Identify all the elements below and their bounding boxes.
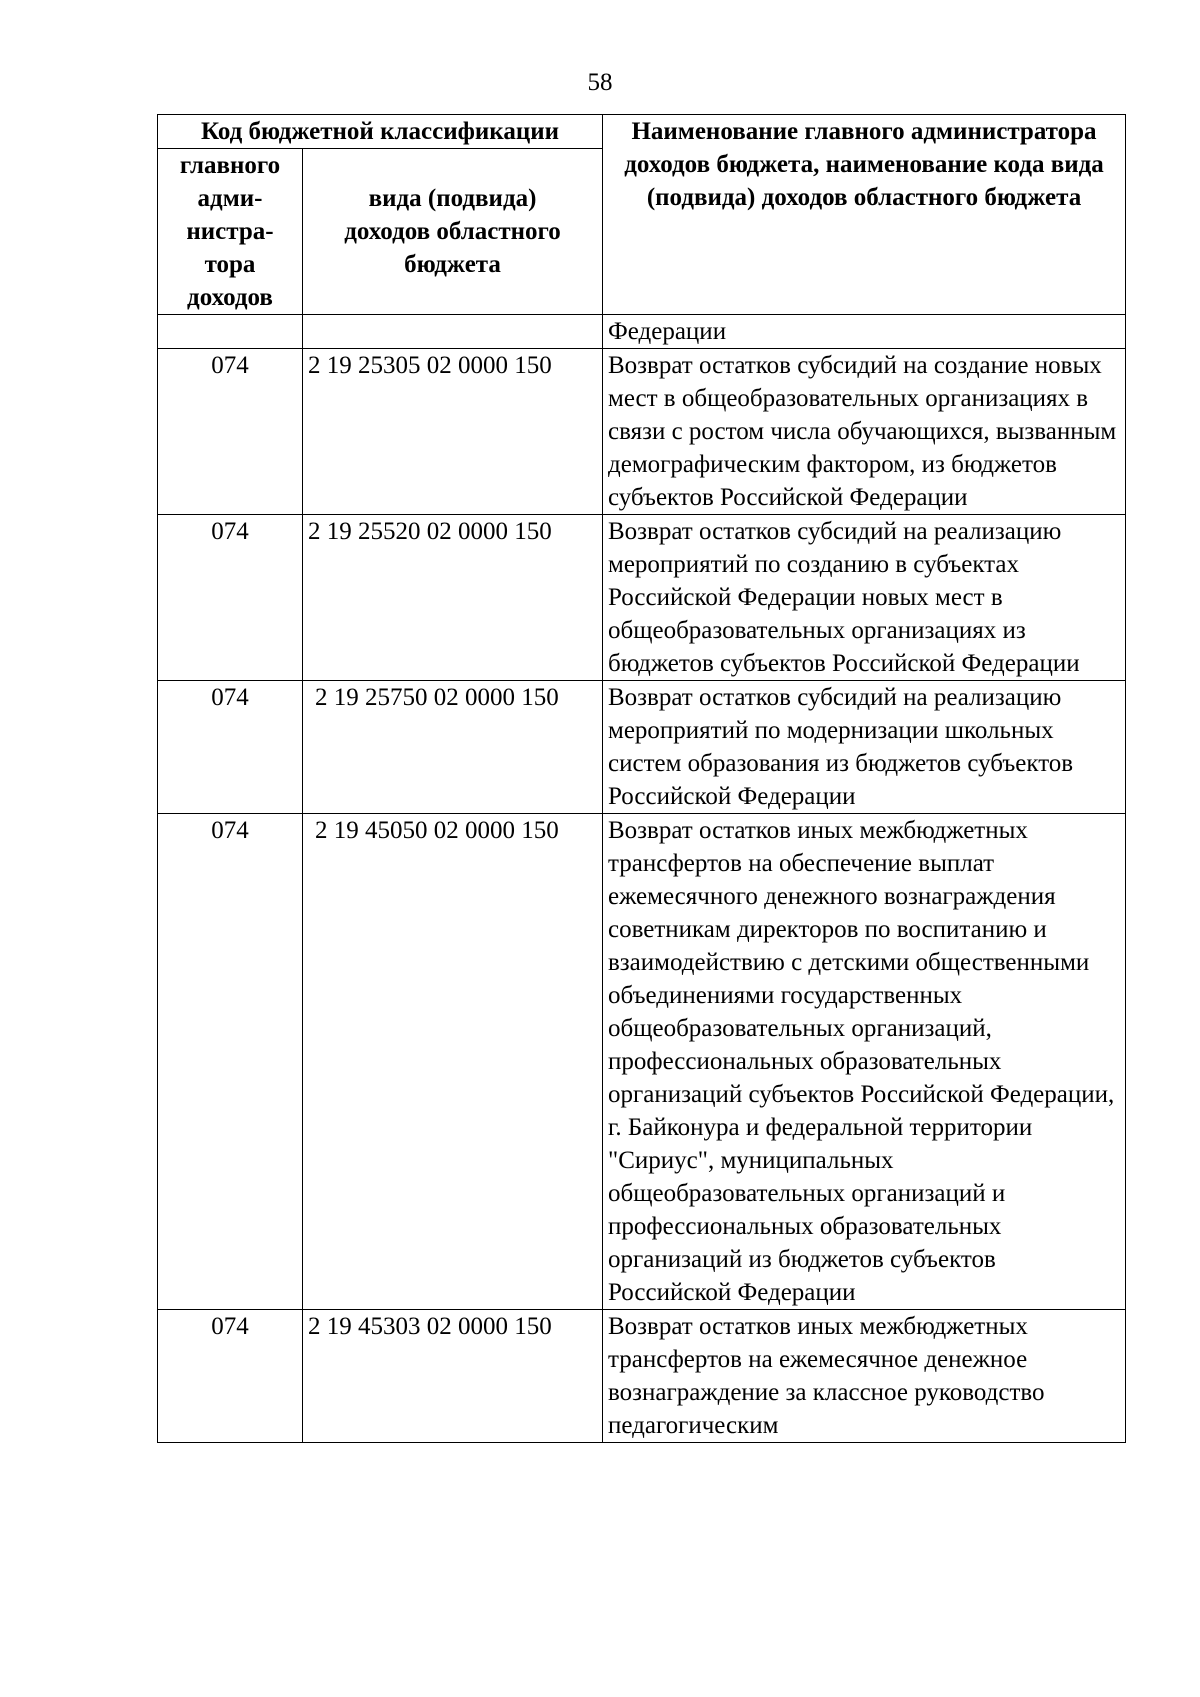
budget-classification-table [157, 114, 1126, 1443]
cell-name: Возврат остатков субсидий на реализацию мероприятий по модернизации школьных систем образования из бюджетов субъектов Российской Федерации [603, 681, 1126, 814]
cell-name: Возврат остатков иных межбюджетных трансфертов на обеспечение выплат ежемесячного денежного вознаграждения советникам директоров по воспитанию и взаимодействию с детскими общественными объединениями государственных общеобразовательных организаций, профессиональных образовательных организаций субъектов Российской Федерации, г. Байконура и федеральной территории "Сириус", муниципальных общеобразовательных организаций и профессиональных образовательных организаций из бюджетов субъектов Российской Федерации [603, 814, 1126, 1310]
cell-code: 2 19 25305 02 0000 150 [303, 349, 603, 515]
table-row [158, 349, 1126, 515]
cell-name: Возврат остатков иных межбюджетных трансфертов на ежемесячное денежное вознаграждение за классное руководство педагогическим [603, 1310, 1126, 1443]
cell-admin [158, 315, 303, 349]
table-row [158, 1310, 1126, 1443]
page-number: 58 [587, 69, 613, 96]
header-code-column: вида (подвида) доходов областного бюджета [303, 149, 603, 315]
table-row [158, 681, 1126, 814]
cell-code: 2 19 45050 02 0000 150 [303, 814, 603, 1310]
cell-name: Возврат остатков субсидий на создание новых мест в общеобразовательных организациях в связи с ростом числа обучающихся, вызванным демографическим фактором, из бюджетов субъектов Российской Федерации [603, 349, 1126, 515]
cell-admin: 074 [158, 515, 303, 681]
table-row-continuation [158, 315, 1126, 349]
cell-code: 2 19 25750 02 0000 150 [303, 681, 603, 814]
cell-code: 2 19 25520 02 0000 150 [303, 515, 603, 681]
cell-code: 2 19 45303 02 0000 150 [303, 1310, 603, 1443]
cell-admin: 074 [158, 1310, 303, 1443]
header-row-group [158, 115, 1126, 149]
cell-name: Федерации [603, 315, 1126, 349]
cell-admin: 074 [158, 349, 303, 515]
header-budget-classification: Код бюджетной классификации [158, 115, 603, 149]
cell-admin: 074 [158, 681, 303, 814]
cell-name: Возврат остатков субсидий на реализацию мероприятий по созданию в субъектах Российской Федерации новых мест в общеобразовательных организациях из бюджетов субъектов Российской Федерации [603, 515, 1126, 681]
table-row [158, 814, 1126, 1310]
cell-code [303, 315, 603, 349]
header-admin-column: главного адми- нистра- тора доходов [158, 149, 303, 315]
cell-admin: 074 [158, 814, 303, 1310]
header-name-column: Наименование главного администратора доходов бюджета, наименование кода вида (подвида) доходов областного бюджета [603, 115, 1126, 315]
table-row [158, 515, 1126, 681]
